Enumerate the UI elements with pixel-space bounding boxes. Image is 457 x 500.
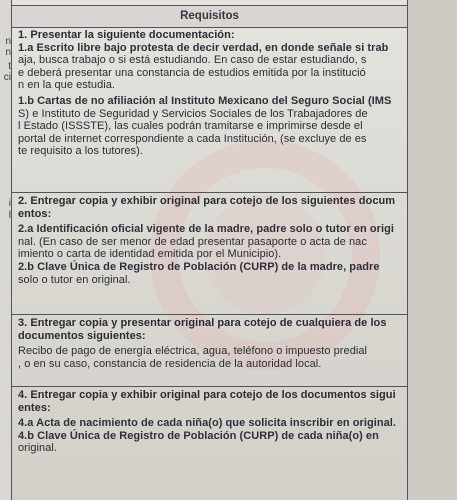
- table-row: [12, 193, 407, 315]
- row-line: documentos siguientes:: [18, 329, 146, 342]
- left-fragment: n: [5, 36, 11, 47]
- row-line: original.: [18, 442, 57, 455]
- row-line: 4.a Acta de nacimiento de cada niña(o) que solicita inscribir en original.: [18, 417, 396, 430]
- table-row: [12, 315, 407, 387]
- row-line: 2.a Identificación oficial vigente de la madre, padre solo o tutor en origi: [18, 223, 394, 236]
- row-line: e deberá presentar una constancia de estudios emitida por la institució: [18, 66, 366, 79]
- row-line: imiento o carta de identidad emitida por el Municipio).: [18, 248, 282, 261]
- row-line: S) e Instituto de Seguridad y Servicios Sociales de los Trabajadores de: [18, 107, 368, 120]
- row-line: entes:: [18, 401, 51, 414]
- row-line: 2. Entregar copia y exhibir original para cotejo de los siguientes docum: [18, 195, 396, 207]
- left-fragment: i: [8, 198, 11, 209]
- table-row: [12, 27, 407, 193]
- row-line: 3. Entregar copia y presentar original para cotejo de cualquiera de los: [18, 317, 387, 329]
- table-row: [12, 387, 407, 500]
- row-line: 4.b Clave Única de Registro de Población (CURP) de cada niña(o) en: [18, 429, 379, 442]
- row-line: portal de internet correspondiente a cada Institución, (se excluye de es: [18, 132, 367, 145]
- left-fragment: ci: [3, 72, 11, 83]
- row-line: , o en su caso, constancia de residencia de la autoridad local.: [18, 357, 322, 370]
- left-fragment: l: [8, 210, 11, 221]
- row-line: solo o tutor en original.: [18, 273, 131, 286]
- left-column-cut: [0, 0, 12, 500]
- row-line: aja, busca trabajo o si está estudiando. En caso de estar estudiando, s: [18, 54, 367, 67]
- row-line: Recibo de pago de energía eléctrica, agua, teléfono o impuesto predial: [18, 345, 368, 358]
- row-line: entos:: [18, 207, 52, 220]
- row-line: nal. (En caso de ser menor de edad presentar pasaporte o acta de nac: [18, 235, 367, 248]
- row-line: 2.b Clave Única de Registro de Población (CURP) de la madre, padre: [18, 260, 380, 273]
- row-line: 1.a Escrito libre bajo protesta de decir verdad, en donde señale si trab: [18, 41, 389, 54]
- row-line: 1.b Cartas de no afiliación al Instituto Mexicano del Seguro Social (IMS: [18, 94, 392, 107]
- row-line: 1. Presentar la siguiente documentación:: [18, 29, 235, 41]
- left-fragment: t: [8, 61, 11, 72]
- row-line: l Estado (ISSSTE), las cuales podrán tramitarse e imprimirse desde el: [18, 120, 363, 133]
- requirements-table: [12, 0, 408, 500]
- row-line: n en la que estudia.: [18, 79, 116, 92]
- left-fragment: n: [5, 47, 11, 58]
- row-line: te requisito a los tutores).: [18, 145, 143, 158]
- table-header: Requisitos: [12, 5, 407, 28]
- right-margin: [408, 0, 457, 500]
- row-line: 4. Entregar copia y exhibir original para cotejo de los documentos sigui: [18, 389, 396, 401]
